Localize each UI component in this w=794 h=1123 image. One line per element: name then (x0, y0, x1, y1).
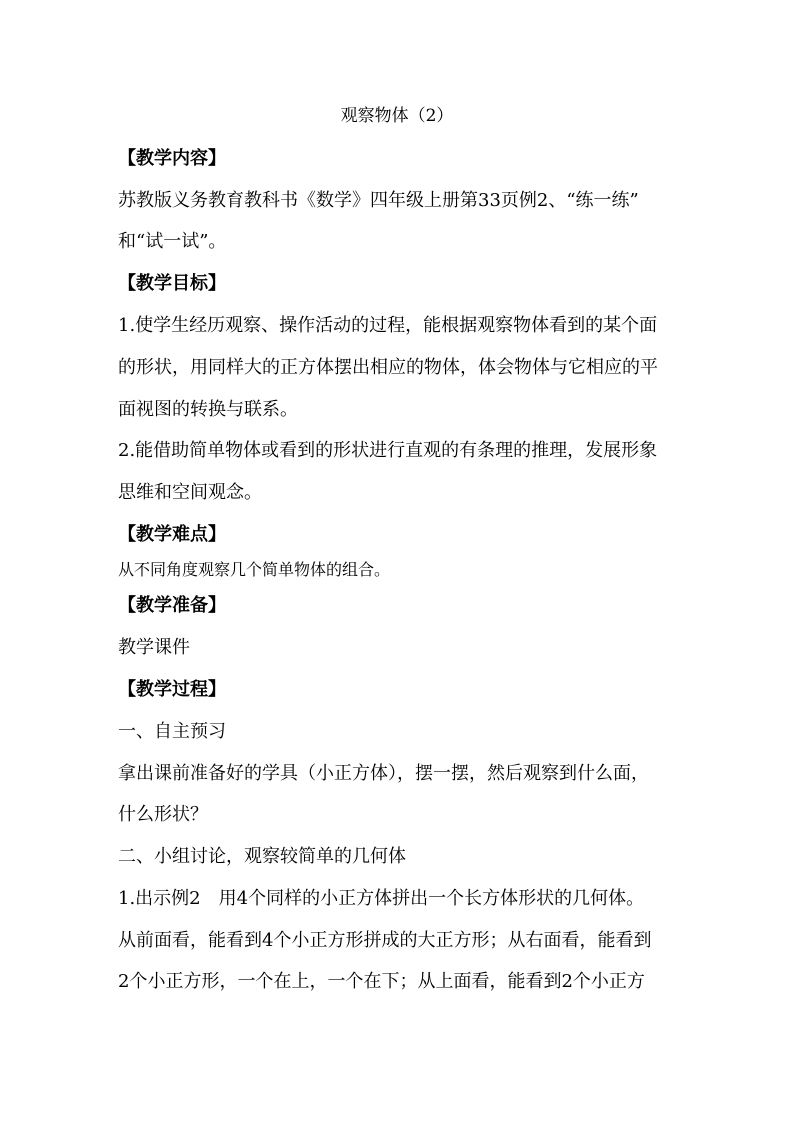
section-heading-process: 【教学过程】 (118, 679, 226, 700)
goals-line-5: 思维和空间观念。 (118, 482, 262, 503)
process-line-3: 什么形状？ (118, 804, 208, 825)
process-line-1: 一、自主预习 (118, 721, 226, 742)
content-line-2: 和“试一试”。 (118, 231, 227, 252)
section-heading-difficulty: 【教学难点】 (118, 524, 226, 545)
process-line-5: 1.出示例2 用4个同样的小正方体拼出一个长方体形状的几何体。 (118, 888, 645, 909)
process-line-7: 2个小正方形，一个在上，一个在下；从上面看，能看到2个小正方 (118, 971, 645, 992)
process-line-4: 二、小组讨论，观察较简单的几何体 (118, 846, 406, 867)
goals-line-3: 面视图的转换与联系。 (118, 399, 298, 420)
section-heading-goals: 【教学目标】 (118, 273, 226, 294)
section-heading-content: 【教学内容】 (118, 148, 226, 169)
goals-line-1: 1.使学生经历观察、操作活动的过程，能根据观察物体看到的某个面 (118, 315, 658, 336)
difficulty-line-1: 从不同角度观察几个简单物体的组合。 (118, 560, 391, 579)
process-line-2: 拿出课前准备好的学具（小正方体），摆一摆，然后观察到什么面， (118, 763, 649, 784)
process-line-6: 从前面看，能看到4个小正方形拼成的大正方形；从右面看，能看到 (118, 930, 652, 951)
goals-line-4: 2.能借助简单物体或看到的形状进行直观的有条理的推理，发展形象 (118, 440, 658, 461)
section-heading-preparation: 【教学准备】 (118, 595, 226, 616)
preparation-line-1: 教学课件 (118, 637, 190, 658)
goals-line-2: 的形状，用同样大的正方体摆出相应的物体，体会物体与它相应的平 (118, 357, 658, 378)
content-line-1: 苏教版义务教育教科书《数学》四年级上册第33页例2、“练一练” (118, 190, 639, 211)
document-title: 观察物体（2） (340, 106, 454, 126)
